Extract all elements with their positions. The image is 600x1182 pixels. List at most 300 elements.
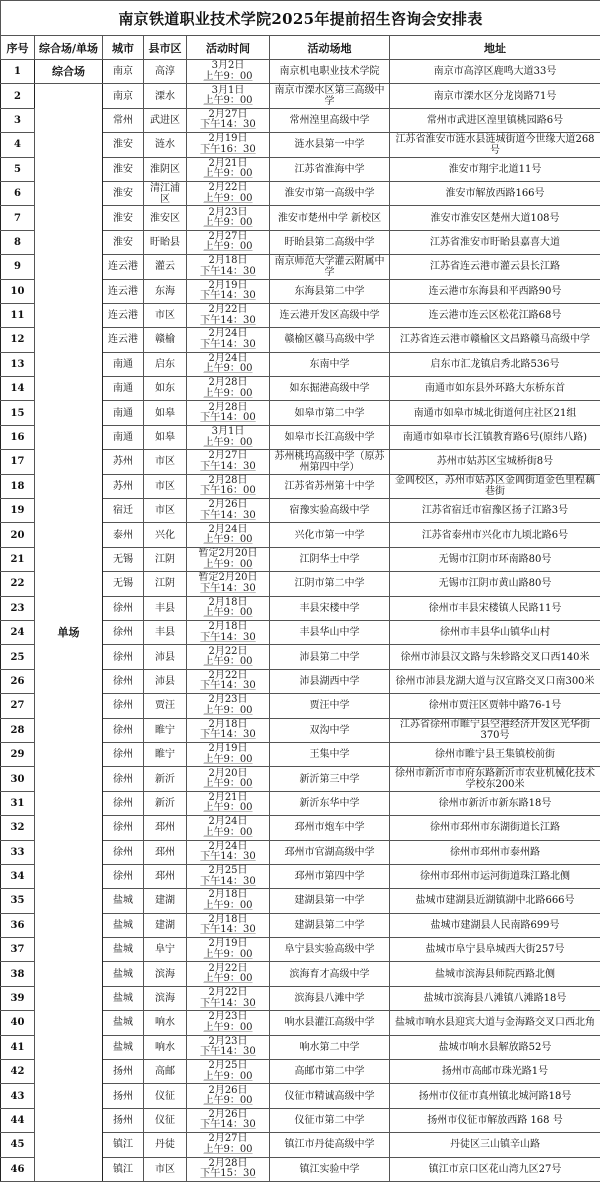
row-seq: 12 bbox=[1, 328, 35, 352]
row-venue: 高邮市第二中学 bbox=[270, 1060, 390, 1084]
row-clock: 下午14：30 bbox=[189, 852, 267, 863]
row-seq: 2 bbox=[1, 84, 35, 108]
row-district: 市区 bbox=[144, 499, 187, 523]
row-venue: 滨海育才高级中学 bbox=[270, 962, 390, 986]
row-city: 南通 bbox=[103, 425, 144, 449]
schedule-body bbox=[1, 60, 600, 1182]
row-date: 2月19日 bbox=[189, 744, 267, 755]
header-seq: 序号 bbox=[1, 36, 35, 60]
row-district: 赣榆 bbox=[144, 328, 187, 352]
row-time bbox=[187, 450, 270, 474]
row-clock: 下午14：30 bbox=[189, 120, 267, 131]
row-time bbox=[187, 157, 270, 181]
row-city: 无锡 bbox=[103, 547, 144, 571]
row-date: 2月23日 bbox=[189, 208, 267, 219]
row-address: 江苏省淮安市盱眙县嘉喜大道 bbox=[390, 230, 600, 254]
table-row bbox=[1, 84, 600, 108]
row-district: 建湖 bbox=[144, 889, 187, 913]
row-date: 2月24日 bbox=[189, 354, 267, 365]
row-address: 盐城市建湖县人民南路699号 bbox=[390, 913, 600, 937]
row-district: 丰县 bbox=[144, 620, 187, 644]
row-address: 常州市武进区湟里镇桃园路6号 bbox=[390, 108, 600, 132]
row-city: 盐城 bbox=[103, 889, 144, 913]
row-venue: 沛县第二中学 bbox=[270, 645, 390, 669]
row-seq: 21 bbox=[1, 547, 35, 571]
row-address: 徐州市邳州市东湖街道长江路 bbox=[390, 816, 600, 840]
row-city: 南京 bbox=[103, 84, 144, 108]
header-venue: 活动场地 bbox=[270, 36, 390, 60]
row-district: 邳州 bbox=[144, 864, 187, 888]
row-seq: 20 bbox=[1, 523, 35, 547]
row-time bbox=[187, 425, 270, 449]
row-address: 连云港市连云区松花江路68号 bbox=[390, 303, 600, 327]
row-time bbox=[187, 303, 270, 327]
row-time bbox=[187, 962, 270, 986]
row-seq: 4 bbox=[1, 133, 35, 157]
row-venue: 双沟中学 bbox=[270, 718, 390, 742]
row-city: 镇江 bbox=[103, 1157, 144, 1181]
row-venue: 江苏省苏州第十中学 bbox=[270, 474, 390, 498]
row-district: 江阴 bbox=[144, 547, 187, 571]
row-date: 2月21日 bbox=[189, 159, 267, 170]
row-city: 无锡 bbox=[103, 572, 144, 596]
row-time bbox=[187, 1084, 270, 1108]
row-time bbox=[187, 694, 270, 718]
row-address: 徐州市沛县龙湖大道与汉宣路交叉口南300米 bbox=[390, 669, 600, 693]
row-time bbox=[187, 230, 270, 254]
row-time bbox=[187, 206, 270, 230]
row-address: 无锡市江阴市环南路80号 bbox=[390, 547, 600, 571]
row-seq: 1 bbox=[1, 60, 35, 84]
row-venue: 淮安市楚州中学 新校区 bbox=[270, 206, 390, 230]
row-district: 沛县 bbox=[144, 645, 187, 669]
row-seq: 6 bbox=[1, 181, 35, 205]
row-city: 盐城 bbox=[103, 986, 144, 1010]
row-city: 扬州 bbox=[103, 1060, 144, 1084]
row-city: 泰州 bbox=[103, 523, 144, 547]
row-district: 仪征 bbox=[144, 1108, 187, 1132]
row-venue: 丰县宋楼中学 bbox=[270, 596, 390, 620]
row-clock: 上午9：00 bbox=[189, 169, 267, 180]
row-clock: 上午9：00 bbox=[189, 803, 267, 814]
row-date: 2月24日 bbox=[189, 842, 267, 853]
row-address: 江苏省连云港市赣榆区文昌路赣马高级中学 bbox=[390, 328, 600, 352]
row-clock: 下午14：30 bbox=[189, 291, 267, 302]
row-date: 2月22日 bbox=[189, 964, 267, 975]
row-city: 常州 bbox=[103, 108, 144, 132]
row-district: 淮阴区 bbox=[144, 157, 187, 181]
row-clock: 上午9：00 bbox=[189, 194, 267, 205]
row-seq: 29 bbox=[1, 742, 35, 766]
row-date: 2月18日 bbox=[189, 890, 267, 901]
row-date: 2月25日 bbox=[189, 866, 267, 877]
row-district: 市区 bbox=[144, 1157, 187, 1181]
row-time bbox=[187, 791, 270, 815]
row-city: 扬州 bbox=[103, 1084, 144, 1108]
row-venue: 如东掘港高级中学 bbox=[270, 377, 390, 401]
row-address: 徐州市邳州市泰州路 bbox=[390, 840, 600, 864]
row-clock: 上午9：00 bbox=[189, 828, 267, 839]
row-date: 2月19日 bbox=[189, 281, 267, 292]
row-venue: 王集中学 bbox=[270, 742, 390, 766]
row-time bbox=[187, 377, 270, 401]
row-date: 2月18日 bbox=[189, 622, 267, 633]
row-address: 徐州市新沂市市府东路新沂市农业机械化技术学校东200米 bbox=[390, 767, 600, 791]
row-date: 2月23日 bbox=[189, 1012, 267, 1023]
row-city: 淮安 bbox=[103, 133, 144, 157]
row-city: 连云港 bbox=[103, 279, 144, 303]
row-seq: 40 bbox=[1, 1011, 35, 1035]
row-time bbox=[187, 1060, 270, 1084]
row-city: 苏州 bbox=[103, 474, 144, 498]
row-city: 徐州 bbox=[103, 864, 144, 888]
row-district: 贾汪 bbox=[144, 694, 187, 718]
row-venue: 建湖县第一中学 bbox=[270, 889, 390, 913]
row-clock: 上午9：00 bbox=[189, 364, 267, 375]
row-date: 2月18日 bbox=[189, 720, 267, 731]
row-city: 盐城 bbox=[103, 938, 144, 962]
row-seq: 35 bbox=[1, 889, 35, 913]
row-clock: 上午9：00 bbox=[189, 218, 267, 229]
row-date: 暂定2月20日 bbox=[189, 549, 267, 560]
row-date: 2月18日 bbox=[189, 256, 267, 267]
row-date: 2月20日 bbox=[189, 769, 267, 780]
row-seq: 41 bbox=[1, 1035, 35, 1059]
row-clock: 下午15：30 bbox=[189, 1169, 267, 1180]
row-date: 2月22日 bbox=[189, 671, 267, 682]
row-clock: 上午9：00 bbox=[189, 389, 267, 400]
row-venue: 响水县灌江高级中学 bbox=[270, 1011, 390, 1035]
row-clock: 上午9：00 bbox=[189, 560, 267, 571]
row-time bbox=[187, 572, 270, 596]
row-seq: 39 bbox=[1, 986, 35, 1010]
row-city: 徐州 bbox=[103, 669, 144, 693]
row-address: 江苏省宿迁市宿豫区扬子江路3号 bbox=[390, 499, 600, 523]
row-address: 扬州市高邮市珠光路1号 bbox=[390, 1060, 600, 1084]
row-venue: 南京师范大学灌云附属中学 bbox=[270, 255, 390, 279]
row-venue: 沛县湖西中学 bbox=[270, 669, 390, 693]
row-district: 滨海 bbox=[144, 962, 187, 986]
row-city: 宿迁 bbox=[103, 499, 144, 523]
row-clock: 上午9：00 bbox=[189, 901, 267, 912]
row-city: 盐城 bbox=[103, 962, 144, 986]
row-seq: 27 bbox=[1, 694, 35, 718]
row-date: 2月22日 bbox=[189, 305, 267, 316]
row-district: 涟水 bbox=[144, 133, 187, 157]
row-clock: 上午9：00 bbox=[189, 242, 267, 253]
row-date: 2月24日 bbox=[189, 525, 267, 536]
row-clock: 上午9：00 bbox=[189, 657, 267, 668]
row-clock: 下午14：00 bbox=[189, 413, 267, 424]
row-clock: 下午14：30 bbox=[189, 267, 267, 278]
row-time bbox=[187, 596, 270, 620]
row-district: 江阴 bbox=[144, 572, 187, 596]
row-seq: 13 bbox=[1, 352, 35, 376]
row-time bbox=[187, 474, 270, 498]
row-venue: 盱眙县第二高级中学 bbox=[270, 230, 390, 254]
row-date: 3月1日 bbox=[189, 427, 267, 438]
row-district: 武进区 bbox=[144, 108, 187, 132]
row-district: 沛县 bbox=[144, 669, 187, 693]
row-venue: 宿豫实验高级中学 bbox=[270, 499, 390, 523]
row-district: 启东 bbox=[144, 352, 187, 376]
row-city: 连云港 bbox=[103, 303, 144, 327]
row-address: 南通市如皋市长江镇教育路6号(原纬八路) bbox=[390, 425, 600, 449]
row-district: 淮安区 bbox=[144, 206, 187, 230]
row-address: 无锡市江阴市黄山路80号 bbox=[390, 572, 600, 596]
row-district: 东海 bbox=[144, 279, 187, 303]
row-city: 徐州 bbox=[103, 791, 144, 815]
row-address: 徐州市邳州市运河街道珠江路北侧 bbox=[390, 864, 600, 888]
row-type-group: 单场 bbox=[35, 84, 103, 1182]
row-time bbox=[187, 669, 270, 693]
row-venue: 如皋市长江高级中学 bbox=[270, 425, 390, 449]
row-date: 2月28日 bbox=[189, 476, 267, 487]
row-date: 2月23日 bbox=[189, 695, 267, 706]
row-city: 徐州 bbox=[103, 816, 144, 840]
row-date: 2月22日 bbox=[189, 183, 267, 194]
row-district: 新沂 bbox=[144, 767, 187, 791]
row-time bbox=[187, 1133, 270, 1157]
row-address: 盐城市响水县迎宾大道与金海路交叉口西北角 bbox=[390, 1011, 600, 1035]
row-time bbox=[187, 255, 270, 279]
row-seq: 31 bbox=[1, 791, 35, 815]
row-district: 新沂 bbox=[144, 791, 187, 815]
row-seq: 37 bbox=[1, 938, 35, 962]
row-date: 2月28日 bbox=[189, 403, 267, 414]
row-time bbox=[187, 840, 270, 864]
row-district: 溧水 bbox=[144, 84, 187, 108]
row-city: 扬州 bbox=[103, 1108, 144, 1132]
row-date: 2月27日 bbox=[189, 110, 267, 121]
row-seq: 34 bbox=[1, 864, 35, 888]
row-clock: 上午9：00 bbox=[189, 950, 267, 961]
row-clock: 下午14：30 bbox=[189, 1047, 267, 1058]
row-time bbox=[187, 60, 270, 84]
row-address: 扬州市仪征市真州镇北城河路18号 bbox=[390, 1084, 600, 1108]
row-time bbox=[187, 1157, 270, 1181]
row-address: 盐城市建湖县近湖镇湖中北路666号 bbox=[390, 889, 600, 913]
row-address: 徐州市新沂市新东路18号 bbox=[390, 791, 600, 815]
header-row bbox=[1, 36, 600, 60]
row-time bbox=[187, 913, 270, 937]
row-clock: 上午9：00 bbox=[189, 755, 267, 766]
row-seq: 19 bbox=[1, 499, 35, 523]
row-venue: 建湖县第二中学 bbox=[270, 913, 390, 937]
row-venue: 仪征市第二中学 bbox=[270, 1108, 390, 1132]
row-city: 徐州 bbox=[103, 718, 144, 742]
row-date: 2月23日 bbox=[189, 1037, 267, 1048]
row-address: 徐州市贾汪区贾韩中路76-1号 bbox=[390, 694, 600, 718]
row-district: 丰县 bbox=[144, 596, 187, 620]
row-clock: 下午14：30 bbox=[189, 999, 267, 1010]
row-venue: 兴化市第一中学 bbox=[270, 523, 390, 547]
row-venue: 邳州市第四中学 bbox=[270, 864, 390, 888]
row-clock: 下午14：30 bbox=[189, 681, 267, 692]
row-district: 清江浦区 bbox=[144, 181, 187, 205]
row-address: 江苏省连云港市灌云县长江路 bbox=[390, 255, 600, 279]
row-seq: 17 bbox=[1, 450, 35, 474]
row-clock: 上午9：00 bbox=[189, 1145, 267, 1156]
row-city: 淮安 bbox=[103, 230, 144, 254]
row-clock: 上午9：00 bbox=[189, 1023, 267, 1034]
row-seq: 45 bbox=[1, 1133, 35, 1157]
header-city: 城市 bbox=[103, 36, 144, 60]
row-time bbox=[187, 816, 270, 840]
row-clock: 下午14：30 bbox=[189, 633, 267, 644]
row-time bbox=[187, 523, 270, 547]
row-city: 镇江 bbox=[103, 1133, 144, 1157]
row-date: 2月19日 bbox=[189, 939, 267, 950]
row-time bbox=[187, 1011, 270, 1035]
row-address: 江苏省泰州市兴化市九顷北路6号 bbox=[390, 523, 600, 547]
row-clock: 上午9：00 bbox=[189, 608, 267, 619]
row-district: 市区 bbox=[144, 303, 187, 327]
row-district: 睢宁 bbox=[144, 742, 187, 766]
row-time bbox=[187, 938, 270, 962]
row-city: 盐城 bbox=[103, 1011, 144, 1035]
row-type-group: 综合场 bbox=[35, 60, 103, 84]
row-date: 2月28日 bbox=[189, 1159, 267, 1170]
row-city: 淮安 bbox=[103, 157, 144, 181]
row-address: 徐州市丰县华山镇华山村 bbox=[390, 620, 600, 644]
row-clock: 上午9：00 bbox=[189, 706, 267, 717]
row-seq: 7 bbox=[1, 206, 35, 230]
row-venue: 邳州市炮车中学 bbox=[270, 816, 390, 840]
row-time bbox=[187, 181, 270, 205]
row-address: 扬州市仪征市解放西路 168 号 bbox=[390, 1108, 600, 1132]
row-seq: 14 bbox=[1, 377, 35, 401]
row-venue: 镇江实验中学 bbox=[270, 1157, 390, 1181]
row-seq: 46 bbox=[1, 1157, 35, 1181]
row-venue: 淮安市第一高级中学 bbox=[270, 181, 390, 205]
row-seq: 8 bbox=[1, 230, 35, 254]
row-seq: 32 bbox=[1, 816, 35, 840]
row-clock: 下午14：30 bbox=[189, 1120, 267, 1131]
row-clock: 下午14：30 bbox=[189, 925, 267, 936]
row-time bbox=[187, 645, 270, 669]
row-seq: 18 bbox=[1, 474, 35, 498]
row-address: 江苏省淮安市涟水县涟城街道今世缘大道268号 bbox=[390, 133, 600, 157]
row-district: 响水 bbox=[144, 1035, 187, 1059]
row-clock: 下午14：30 bbox=[189, 462, 267, 473]
row-seq: 15 bbox=[1, 401, 35, 425]
row-clock: 下午14：30 bbox=[189, 340, 267, 351]
row-district: 睢宁 bbox=[144, 718, 187, 742]
row-venue: 赣榆区赣马高级中学 bbox=[270, 328, 390, 352]
row-time bbox=[187, 742, 270, 766]
row-district: 盱眙县 bbox=[144, 230, 187, 254]
row-clock: 上午9：00 bbox=[189, 1072, 267, 1083]
row-venue: 苏州桃坞高级中学（原苏州第四中学） bbox=[270, 450, 390, 474]
row-district: 邳州 bbox=[144, 840, 187, 864]
row-venue: 滨海县八滩中学 bbox=[270, 986, 390, 1010]
row-district: 阜宁 bbox=[144, 938, 187, 962]
row-date: 2月25日 bbox=[189, 1061, 267, 1072]
row-district: 建湖 bbox=[144, 913, 187, 937]
row-city: 盐城 bbox=[103, 913, 144, 937]
row-clock: 上午9：00 bbox=[189, 535, 267, 546]
row-venue: 贾汪中学 bbox=[270, 694, 390, 718]
row-address: 盐城市滨海县八滩镇八滩路18号 bbox=[390, 986, 600, 1010]
row-venue: 响水第二中学 bbox=[270, 1035, 390, 1059]
row-address: 盐城市响水县解放路52号 bbox=[390, 1035, 600, 1059]
row-seq: 11 bbox=[1, 303, 35, 327]
row-time bbox=[187, 767, 270, 791]
header-address: 地址 bbox=[390, 36, 600, 60]
row-venue: 东海县第二中学 bbox=[270, 279, 390, 303]
row-seq: 25 bbox=[1, 645, 35, 669]
row-date: 暂定2月20日 bbox=[189, 573, 267, 584]
row-clock: 上午9：00 bbox=[189, 96, 267, 107]
row-time bbox=[187, 133, 270, 157]
row-seq: 9 bbox=[1, 255, 35, 279]
row-time bbox=[187, 864, 270, 888]
row-city: 南通 bbox=[103, 401, 144, 425]
row-venue: 邳州市官湖高级中学 bbox=[270, 840, 390, 864]
row-seq: 38 bbox=[1, 962, 35, 986]
row-district: 丹徒 bbox=[144, 1133, 187, 1157]
row-seq: 3 bbox=[1, 108, 35, 132]
row-venue: 南京市溧水区第三高级中学 bbox=[270, 84, 390, 108]
row-seq: 43 bbox=[1, 1084, 35, 1108]
row-date: 2月24日 bbox=[189, 817, 267, 828]
row-district: 高淳 bbox=[144, 60, 187, 84]
row-city: 徐州 bbox=[103, 645, 144, 669]
row-address: 徐州市丰县宋楼镇人民路11号 bbox=[390, 596, 600, 620]
row-city: 徐州 bbox=[103, 742, 144, 766]
row-date: 3月1日 bbox=[189, 86, 267, 97]
page-title: 南京铁道职业技术学院2025年提前招生咨询会安排表 bbox=[1, 1, 600, 36]
row-district: 如皋 bbox=[144, 401, 187, 425]
row-address: 丹徒区三山镇辛山路 bbox=[390, 1133, 600, 1157]
row-date: 3月2日 bbox=[189, 61, 267, 72]
row-address: 镇江市京口区花山湾九区27号 bbox=[390, 1157, 600, 1181]
header-district: 县市区 bbox=[144, 36, 187, 60]
row-date: 2月24日 bbox=[189, 329, 267, 340]
row-time bbox=[187, 401, 270, 425]
row-date: 2月26日 bbox=[189, 1086, 267, 1097]
row-clock: 下午14：30 bbox=[189, 584, 267, 595]
row-seq: 5 bbox=[1, 157, 35, 181]
row-seq: 24 bbox=[1, 620, 35, 644]
row-date: 2月18日 bbox=[189, 598, 267, 609]
row-city: 淮安 bbox=[103, 206, 144, 230]
row-date: 2月19日 bbox=[189, 134, 267, 145]
row-city: 徐州 bbox=[103, 596, 144, 620]
row-venue: 南京机电职业技术学院 bbox=[270, 60, 390, 84]
row-clock: 下午14：30 bbox=[189, 877, 267, 888]
row-address: 江苏省徐州市睢宁县空港经济开发区光华街370号 bbox=[390, 718, 600, 742]
row-city: 徐州 bbox=[103, 767, 144, 791]
row-district: 如东 bbox=[144, 377, 187, 401]
row-venue: 连云港开发区高级中学 bbox=[270, 303, 390, 327]
row-district: 仪征 bbox=[144, 1084, 187, 1108]
row-clock: 上午9：00 bbox=[189, 438, 267, 449]
row-time bbox=[187, 279, 270, 303]
row-city: 盐城 bbox=[103, 1035, 144, 1059]
row-time bbox=[187, 986, 270, 1010]
row-time bbox=[187, 499, 270, 523]
row-venue: 阜宁县实验高级中学 bbox=[270, 938, 390, 962]
row-date: 2月22日 bbox=[189, 988, 267, 999]
row-venue: 东南中学 bbox=[270, 352, 390, 376]
row-clock: 上午9：00 bbox=[189, 72, 267, 83]
row-address: 苏州市姑苏区宝城桥街8号 bbox=[390, 450, 600, 474]
row-city: 徐州 bbox=[103, 694, 144, 718]
row-district: 如皋 bbox=[144, 425, 187, 449]
row-venue: 新沂东华中学 bbox=[270, 791, 390, 815]
